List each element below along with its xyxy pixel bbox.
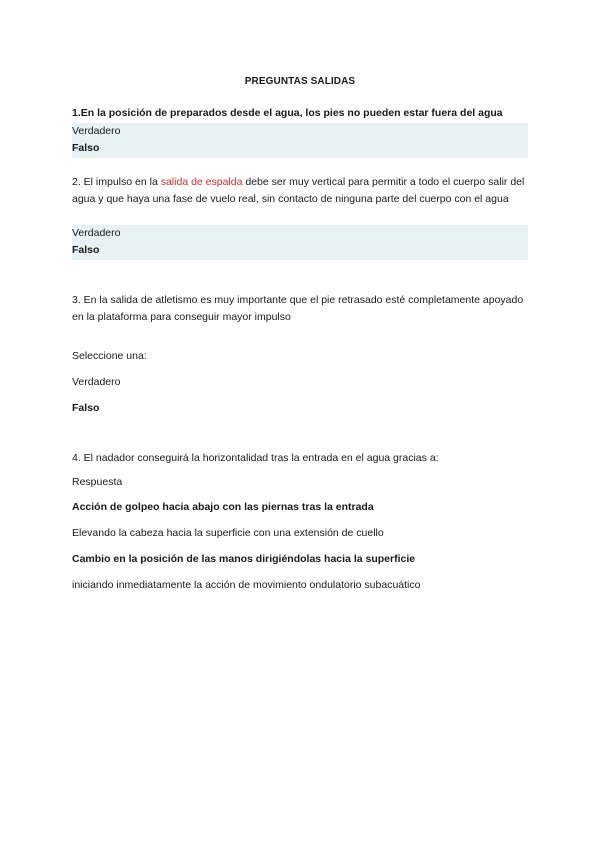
question-1-text: 1.En la posición de preparados desde el agua, los pies no pueden estar fuera del agua — [72, 107, 503, 119]
page-title: PREGUNTAS SALIDAS — [244, 76, 356, 87]
question-4-option-c[interactable]: Cambio en la posición de las manos dirigiéndolas hacia la superficie — [72, 553, 416, 565]
question-2-text-after: debe ser muy vertical para permitir a todo el cuerpo salir del agua y que haya una fase de vuelo real, sin contacto de ninguna parte del cuerpo con el agua — [72, 176, 525, 205]
question-3-prompt: Seleccione una: — [72, 350, 147, 362]
question-2-text-before: 2. El impulso en la — [72, 176, 161, 188]
question-2-option-true[interactable]: Verdadero — [72, 227, 121, 239]
question-2-option-false[interactable]: Falso — [72, 244, 100, 256]
question-2-options — [72, 225, 528, 260]
question-4-answer-label: Respuesta — [72, 476, 123, 488]
question-4-option-a[interactable]: Acción de golpeo hacia abajo con las piernas tras la entrada — [72, 501, 374, 513]
question-1-option-true[interactable]: Verdadero — [72, 125, 121, 137]
question-3-option-false[interactable]: Falso — [72, 402, 100, 414]
question-4-option-b[interactable]: Elevando la cabeza hacia la superficie con una extensión de cuello — [72, 527, 384, 539]
question-1-option-false[interactable]: Falso — [72, 142, 100, 154]
question-4-option-d[interactable]: iniciando inmediatamente la acción de movimiento ondulatorio subacuático — [72, 579, 421, 591]
question-3-option-true[interactable]: Verdadero — [72, 376, 121, 388]
question-2-text — [72, 174, 530, 208]
question-4-text: 4. El nadador conseguirá la horizontalidad tras la entrada en el agua gracias a: — [72, 452, 439, 464]
question-3-text: 3. En la salida de atletismo es muy importante que el pie retrasado esté completamente apoyado en la plataforma para conseguir mayor impulso — [72, 294, 524, 323]
question-1-options — [72, 123, 528, 158]
question-2-highlight: salida de espalda — [160, 176, 243, 188]
